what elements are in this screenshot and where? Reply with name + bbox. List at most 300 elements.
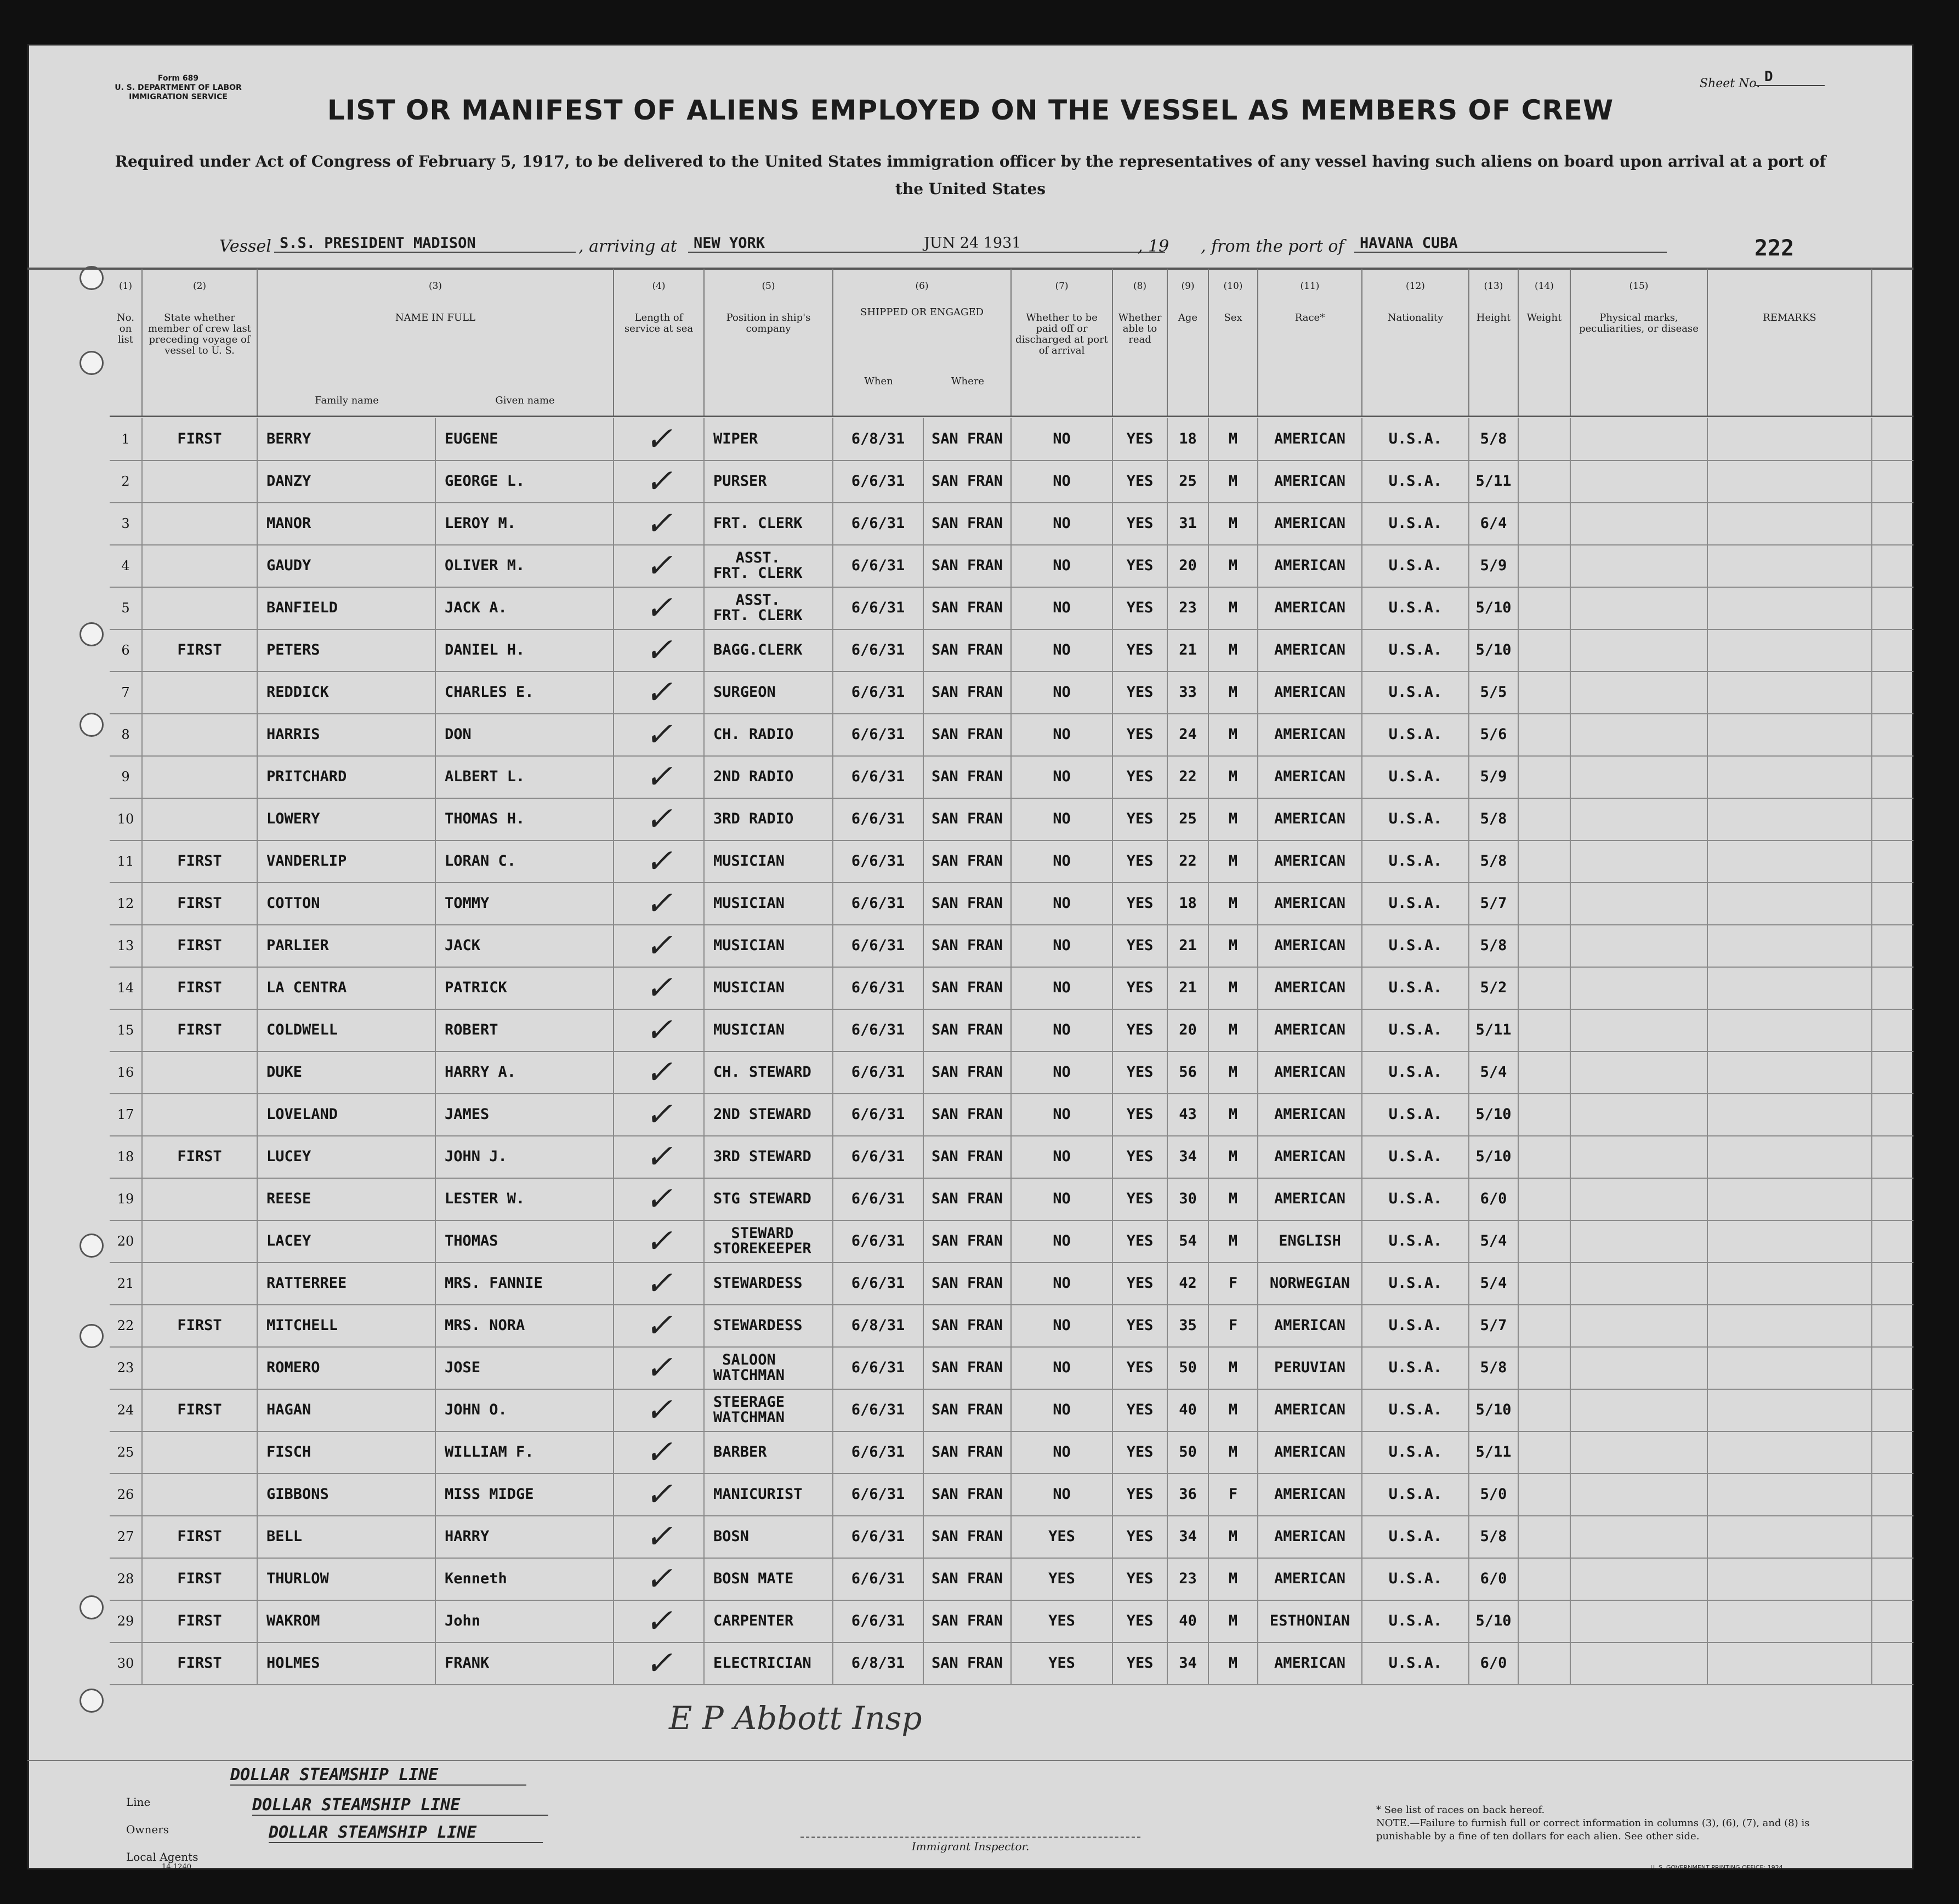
cell-family-name: HAGAN <box>258 1389 436 1431</box>
cell-remarks <box>1708 1431 1872 1473</box>
cell-physical-marks <box>1571 755 1708 798</box>
checkmark-icon: ✓ <box>614 1093 705 1135</box>
cell-position: SALOON WATCHMAN <box>705 1346 833 1389</box>
cell-paid-off: NO <box>1012 1051 1113 1093</box>
cell-family-name: BANFIELD <box>258 587 436 629</box>
cell-shipped-when: 6/6/31 <box>833 1220 924 1262</box>
cell-shipped-where: SAN FRAN <box>924 713 1012 755</box>
cell-height: 5/11 <box>1469 460 1519 502</box>
arrival-port: NEW YORK <box>688 235 902 253</box>
checkmark-icon: ✓ <box>614 1642 705 1684</box>
checkmark-icon: ✓ <box>614 840 705 882</box>
cell-given-name: JOHN J. <box>436 1135 614 1178</box>
cell-position: CARPENTER <box>705 1600 833 1642</box>
table-row <box>110 713 1913 757</box>
cell-given-name: THOMAS H. <box>436 798 614 840</box>
cell-sex: M <box>1209 502 1258 544</box>
cell-weight <box>1519 713 1571 755</box>
cell-row-number: 28 <box>110 1558 143 1600</box>
cell-remarks <box>1708 1346 1872 1389</box>
cell-shipped-when: 6/6/31 <box>833 1051 924 1093</box>
footnote-penalty: NOTE.—Failure to furnish full or correct information in columns (3), (6), (7), and (8) is punishable by a fine of ten dollars for each alien. See other side. <box>1376 1817 1810 1842</box>
table-row <box>110 502 1913 545</box>
cell-family-name: PETERS <box>258 629 436 671</box>
cell-position: ASST. FRT. CLERK <box>705 544 833 587</box>
cell-family-name: BELL <box>258 1515 436 1558</box>
cell-age: 40 <box>1168 1600 1209 1642</box>
cell-paid-off: NO <box>1012 882 1113 924</box>
cell-shipped-when: 6/6/31 <box>833 882 924 924</box>
cell-height: 5/10 <box>1469 1600 1519 1642</box>
table-row <box>110 460 1913 503</box>
line-label: Line <box>126 1795 151 1809</box>
checkmark-icon: ✓ <box>614 924 705 967</box>
cell-weight <box>1519 671 1571 713</box>
cell-shipped-when: 6/6/31 <box>833 1431 924 1473</box>
cell-weight <box>1519 1135 1571 1178</box>
cell-able-to-read: YES <box>1113 1093 1168 1135</box>
cell-given-name: John <box>436 1600 614 1642</box>
cell-height: 6/0 <box>1469 1558 1519 1600</box>
checkmark-icon: ✓ <box>614 1558 705 1600</box>
cell-position: STEWARDESS <box>705 1304 833 1346</box>
cell-race: AMERICAN <box>1258 967 1362 1009</box>
cell-shipped-when: 6/6/31 <box>833 1515 924 1558</box>
checkmark-icon: ✓ <box>614 1515 705 1558</box>
cell-position: STEERAGE WATCHMAN <box>705 1389 833 1431</box>
checkmark-icon: ✓ <box>614 1431 705 1473</box>
cell-row-number: 11 <box>110 840 143 882</box>
cell-nationality: U.S.A. <box>1362 924 1469 967</box>
footnote-races: * See list of races on back hereof. <box>1376 1804 1545 1816</box>
cell-row-number: 25 <box>110 1431 143 1473</box>
cell-able-to-read: YES <box>1113 1178 1168 1220</box>
cell-given-name: LEROY M. <box>436 502 614 544</box>
cell-able-to-read: YES <box>1113 460 1168 502</box>
table-row <box>110 1304 1913 1348</box>
cell-remarks <box>1708 1389 1872 1431</box>
cell-able-to-read: YES <box>1113 1135 1168 1178</box>
cell-height: 6/0 <box>1469 1642 1519 1684</box>
cell-physical-marks <box>1571 713 1708 755</box>
cell-physical-marks <box>1571 1431 1708 1473</box>
cell-given-name: DANIEL H. <box>436 629 614 671</box>
cell-family-name: DUKE <box>258 1051 436 1093</box>
cell-race: AMERICAN <box>1258 1642 1362 1684</box>
printer-imprint: U. S. GOVERNMENT PRINTING OFFICE: 1924 <box>1650 1864 1783 1869</box>
cell-given-name: PATRICK <box>436 967 614 1009</box>
cell-given-name: TOMMY <box>436 882 614 924</box>
department-name: U. S. DEPARTMENT OF LABOR <box>115 83 242 92</box>
table-row <box>110 671 1913 714</box>
cell-age: 21 <box>1168 924 1209 967</box>
cell-shipped-when: 6/6/31 <box>833 1093 924 1135</box>
cell-last-voyage: FIRST <box>143 1600 258 1642</box>
col-header-nationality: (12) Nationality <box>1362 269 1469 417</box>
cell-able-to-read: YES <box>1113 1346 1168 1389</box>
cell-sex: M <box>1209 1009 1258 1051</box>
cell-last-voyage <box>143 502 258 544</box>
cell-physical-marks <box>1571 1558 1708 1600</box>
cell-shipped-where: SAN FRAN <box>924 1473 1012 1515</box>
cell-height: 5/2 <box>1469 967 1519 1009</box>
cell-paid-off: NO <box>1012 587 1113 629</box>
cell-sex: M <box>1209 1642 1258 1684</box>
cell-paid-off: NO <box>1012 1220 1113 1262</box>
cell-row-number: 24 <box>110 1389 143 1431</box>
service-name: IMMIGRATION SERVICE <box>129 93 228 101</box>
cell-able-to-read: YES <box>1113 1600 1168 1642</box>
checkmark-icon: ✓ <box>614 1135 705 1178</box>
arrival-date-stamp: JUN 24 1931 <box>896 235 1165 253</box>
checkmark-icon: ✓ <box>614 1178 705 1220</box>
cell-weight <box>1519 1346 1571 1389</box>
cell-race: AMERICAN <box>1258 798 1362 840</box>
cell-remarks <box>1708 1178 1872 1220</box>
cell-able-to-read: YES <box>1113 713 1168 755</box>
cell-last-voyage <box>143 1431 258 1473</box>
cell-paid-off: NO <box>1012 544 1113 587</box>
cell-family-name: WAKROM <box>258 1600 436 1642</box>
cell-age: 30 <box>1168 1178 1209 1220</box>
cell-last-voyage <box>143 671 258 713</box>
checkmark-icon: ✓ <box>614 460 705 502</box>
cell-last-voyage: FIRST <box>143 882 258 924</box>
cell-position: MUSICIAN <box>705 840 833 882</box>
cell-given-name: MRS. NORA <box>436 1304 614 1346</box>
cell-nationality: U.S.A. <box>1362 882 1469 924</box>
cell-weight <box>1519 544 1571 587</box>
cell-shipped-where: SAN FRAN <box>924 1178 1012 1220</box>
subheader-when: When <box>864 376 893 387</box>
cell-height: 5/8 <box>1469 924 1519 967</box>
cell-shipped-where: SAN FRAN <box>924 502 1012 544</box>
cell-physical-marks <box>1571 924 1708 967</box>
table-row <box>110 840 1913 883</box>
cell-nationality: U.S.A. <box>1362 755 1469 798</box>
cell-weight <box>1519 924 1571 967</box>
checkmark-icon: ✓ <box>614 544 705 587</box>
cell-nationality: U.S.A. <box>1362 1304 1469 1346</box>
cell-paid-off: NO <box>1012 418 1113 460</box>
cell-sex: M <box>1209 587 1258 629</box>
cell-shipped-when: 6/6/31 <box>833 502 924 544</box>
cell-family-name: PRITCHARD <box>258 755 436 798</box>
cell-weight <box>1519 1558 1571 1600</box>
cell-remarks <box>1708 1515 1872 1558</box>
cell-physical-marks <box>1571 967 1708 1009</box>
cell-height: 5/4 <box>1469 1262 1519 1304</box>
checkmark-icon: ✓ <box>614 1262 705 1304</box>
cell-age: 50 <box>1168 1431 1209 1473</box>
cell-remarks <box>1708 1262 1872 1304</box>
cell-row-number: 9 <box>110 755 143 798</box>
cell-shipped-when: 6/6/31 <box>833 840 924 882</box>
cell-age: 22 <box>1168 755 1209 798</box>
cell-age: 23 <box>1168 587 1209 629</box>
cell-able-to-read: YES <box>1113 798 1168 840</box>
cell-race: AMERICAN <box>1258 1093 1362 1135</box>
cell-height: 5/0 <box>1469 1473 1519 1515</box>
cell-paid-off: NO <box>1012 1304 1113 1346</box>
checkmark-icon: ✓ <box>614 1051 705 1093</box>
cell-shipped-where: SAN FRAN <box>924 924 1012 967</box>
cell-physical-marks <box>1571 587 1708 629</box>
cell-race: AMERICAN <box>1258 1178 1362 1220</box>
cell-given-name: GEORGE L. <box>436 460 614 502</box>
cell-weight <box>1519 882 1571 924</box>
cell-remarks <box>1708 713 1872 755</box>
manifest-sheet <box>27 44 1913 1869</box>
cell-height: 5/8 <box>1469 798 1519 840</box>
cell-given-name: LESTER W. <box>436 1178 614 1220</box>
cell-given-name: DON <box>436 713 614 755</box>
cell-last-voyage: FIRST <box>143 1009 258 1051</box>
cell-able-to-read: YES <box>1113 629 1168 671</box>
cell-race: AMERICAN <box>1258 587 1362 629</box>
cell-height: 5/8 <box>1469 1515 1519 1558</box>
cell-weight <box>1519 1051 1571 1093</box>
cell-sex: M <box>1209 1346 1258 1389</box>
cell-remarks <box>1708 840 1872 882</box>
cell-physical-marks <box>1571 1642 1708 1684</box>
cell-able-to-read: YES <box>1113 1473 1168 1515</box>
cell-sex: M <box>1209 713 1258 755</box>
cell-weight <box>1519 587 1571 629</box>
cell-race: NORWEGIAN <box>1258 1262 1362 1304</box>
col-header-sex: (10) Sex <box>1209 269 1258 417</box>
cell-able-to-read: YES <box>1113 1558 1168 1600</box>
cell-nationality: U.S.A. <box>1362 1642 1469 1684</box>
cell-shipped-when: 6/6/31 <box>833 1009 924 1051</box>
cell-age: 34 <box>1168 1642 1209 1684</box>
cell-paid-off: NO <box>1012 1135 1113 1178</box>
cell-sex: M <box>1209 1558 1258 1600</box>
cell-height: 5/7 <box>1469 1304 1519 1346</box>
cell-last-voyage <box>143 1346 258 1389</box>
binder-hole <box>80 1689 104 1713</box>
cell-remarks <box>1708 755 1872 798</box>
cell-race: ESTHONIAN <box>1258 1600 1362 1642</box>
table-row <box>110 798 1913 841</box>
cell-weight <box>1519 1304 1571 1346</box>
cell-age: 56 <box>1168 1051 1209 1093</box>
cell-able-to-read: YES <box>1113 924 1168 967</box>
cell-age: 42 <box>1168 1262 1209 1304</box>
cell-family-name: THURLOW <box>258 1558 436 1600</box>
cell-age: 25 <box>1168 798 1209 840</box>
cell-weight <box>1519 460 1571 502</box>
cell-nationality: U.S.A. <box>1362 502 1469 544</box>
cell-height: 5/7 <box>1469 882 1519 924</box>
cell-given-name: MISS MIDGE <box>436 1473 614 1515</box>
cell-position: ELECTRICIAN <box>705 1642 833 1684</box>
cell-family-name: MANOR <box>258 502 436 544</box>
cell-last-voyage <box>143 1051 258 1093</box>
checkmark-icon: ✓ <box>614 755 705 798</box>
cell-weight <box>1519 1600 1571 1642</box>
table-row <box>110 882 1913 925</box>
col-header-weight: (14) Weight <box>1519 269 1571 417</box>
page-number: 222 <box>1754 236 1795 261</box>
cell-nationality: U.S.A. <box>1362 671 1469 713</box>
cell-family-name: LA CENTRA <box>258 967 436 1009</box>
cell-sex: M <box>1209 629 1258 671</box>
binder-hole <box>80 351 104 375</box>
binder-hole <box>80 1324 104 1348</box>
cell-physical-marks <box>1571 1262 1708 1304</box>
cell-race: AMERICAN <box>1258 1304 1362 1346</box>
cell-row-number: 21 <box>110 1262 143 1304</box>
cell-paid-off: NO <box>1012 1389 1113 1431</box>
cell-height: 5/10 <box>1469 629 1519 671</box>
cell-shipped-where: SAN FRAN <box>924 1009 1012 1051</box>
cell-last-voyage <box>143 1178 258 1220</box>
table-row <box>110 755 1913 799</box>
cell-last-voyage: FIRST <box>143 1642 258 1684</box>
cell-race: AMERICAN <box>1258 1431 1362 1473</box>
cell-position: MUSICIAN <box>705 882 833 924</box>
cell-row-number: 27 <box>110 1515 143 1558</box>
cell-age: 18 <box>1168 418 1209 460</box>
cell-row-number: 6 <box>110 629 143 671</box>
cell-family-name: LOVELAND <box>258 1093 436 1135</box>
cell-given-name: FRANK <box>436 1642 614 1684</box>
table-row <box>110 1600 1913 1643</box>
cell-last-voyage <box>143 1220 258 1262</box>
cell-last-voyage <box>143 587 258 629</box>
cell-family-name: VANDERLIP <box>258 840 436 882</box>
cell-weight <box>1519 840 1571 882</box>
cell-able-to-read: YES <box>1113 1515 1168 1558</box>
cell-given-name: CHARLES E. <box>436 671 614 713</box>
cell-nationality: U.S.A. <box>1362 1178 1469 1220</box>
cell-race: AMERICAN <box>1258 882 1362 924</box>
cell-nationality: U.S.A. <box>1362 1220 1469 1262</box>
binder-hole <box>80 1595 104 1619</box>
cell-given-name: JACK A. <box>436 587 614 629</box>
cell-row-number: 15 <box>110 1009 143 1051</box>
table-row <box>110 1093 1913 1136</box>
cell-sex: M <box>1209 1093 1258 1135</box>
cell-age: 34 <box>1168 1135 1209 1178</box>
cell-sex: M <box>1209 671 1258 713</box>
cell-row-number: 17 <box>110 1093 143 1135</box>
cell-last-voyage: FIRST <box>143 629 258 671</box>
cell-able-to-read: YES <box>1113 1051 1168 1093</box>
cell-sex: M <box>1209 840 1258 882</box>
table-row <box>110 1558 1913 1601</box>
cell-physical-marks <box>1571 671 1708 713</box>
cell-last-voyage: FIRST <box>143 1515 258 1558</box>
binder-hole <box>80 622 104 646</box>
cell-shipped-where: SAN FRAN <box>924 1135 1012 1178</box>
cell-position: CH. RADIO <box>705 713 833 755</box>
table-row <box>110 1346 1913 1390</box>
cell-weight <box>1519 502 1571 544</box>
cell-nationality: U.S.A. <box>1362 587 1469 629</box>
checkmark-icon: ✓ <box>614 418 705 460</box>
cell-row-number: 3 <box>110 502 143 544</box>
cell-race: AMERICAN <box>1258 1009 1362 1051</box>
cell-race: AMERICAN <box>1258 1558 1362 1600</box>
cell-paid-off: NO <box>1012 967 1113 1009</box>
cell-height: 5/11 <box>1469 1431 1519 1473</box>
cell-row-number: 5 <box>110 587 143 629</box>
cell-height: 5/4 <box>1469 1051 1519 1093</box>
cell-position: PURSER <box>705 460 833 502</box>
cell-able-to-read: YES <box>1113 882 1168 924</box>
cell-shipped-when: 6/8/31 <box>833 1642 924 1684</box>
cell-shipped-when: 6/6/31 <box>833 713 924 755</box>
cell-age: 20 <box>1168 544 1209 587</box>
cell-race: AMERICAN <box>1258 502 1362 544</box>
cell-position: BOSN <box>705 1515 833 1558</box>
cell-physical-marks <box>1571 1473 1708 1515</box>
cell-paid-off: NO <box>1012 629 1113 671</box>
cell-family-name: DANZY <box>258 460 436 502</box>
vessel-label: Vessel <box>219 237 271 256</box>
cell-remarks <box>1708 1093 1872 1135</box>
form-code: 14-1240 <box>162 1863 192 1869</box>
cell-height: 5/10 <box>1469 1389 1519 1431</box>
cell-weight <box>1519 1473 1571 1515</box>
cell-weight <box>1519 1220 1571 1262</box>
cell-last-voyage <box>143 1093 258 1135</box>
cell-family-name: HOLMES <box>258 1642 436 1684</box>
col-header-height: (13) Height <box>1469 269 1519 417</box>
cell-height: 5/8 <box>1469 418 1519 460</box>
cell-race: AMERICAN <box>1258 1389 1362 1431</box>
footer-divider <box>27 1760 1913 1761</box>
cell-paid-off: YES <box>1012 1642 1113 1684</box>
cell-sex: F <box>1209 1473 1258 1515</box>
cell-nationality: U.S.A. <box>1362 460 1469 502</box>
cell-sex: M <box>1209 1389 1258 1431</box>
cell-shipped-when: 6/6/31 <box>833 629 924 671</box>
cell-last-voyage <box>143 713 258 755</box>
col-header-read: (8) Whether able to read <box>1113 269 1168 417</box>
col-header-no: (1) No. on list <box>110 269 143 417</box>
cell-remarks <box>1708 924 1872 967</box>
col-header-service: (4) Length of service at sea <box>614 269 705 417</box>
cell-height: 6/0 <box>1469 1178 1519 1220</box>
cell-family-name: GIBBONS <box>258 1473 436 1515</box>
cell-row-number: 22 <box>110 1304 143 1346</box>
arriving-label: , arriving at <box>578 237 677 256</box>
cell-shipped-when: 6/6/31 <box>833 1389 924 1431</box>
cell-nationality: U.S.A. <box>1362 1389 1469 1431</box>
cell-paid-off: NO <box>1012 798 1113 840</box>
checkmark-icon: ✓ <box>614 671 705 713</box>
cell-physical-marks <box>1571 1304 1708 1346</box>
cell-position: BARBER <box>705 1431 833 1473</box>
checkmark-icon: ✓ <box>614 798 705 840</box>
sheet-number-label: Sheet No. <box>1700 77 1761 90</box>
cell-paid-off: NO <box>1012 755 1113 798</box>
cell-race: AMERICAN <box>1258 755 1362 798</box>
cell-physical-marks <box>1571 882 1708 924</box>
table-row <box>110 1009 1913 1052</box>
table-row <box>110 1515 1913 1559</box>
cell-nationality: U.S.A. <box>1362 1051 1469 1093</box>
col-header-name: (3) NAME IN FULL <box>258 269 614 417</box>
cell-row-number: 2 <box>110 460 143 502</box>
cell-row-number: 16 <box>110 1051 143 1093</box>
cell-position: SURGEON <box>705 671 833 713</box>
cell-physical-marks <box>1571 1093 1708 1135</box>
cell-height: 6/4 <box>1469 502 1519 544</box>
